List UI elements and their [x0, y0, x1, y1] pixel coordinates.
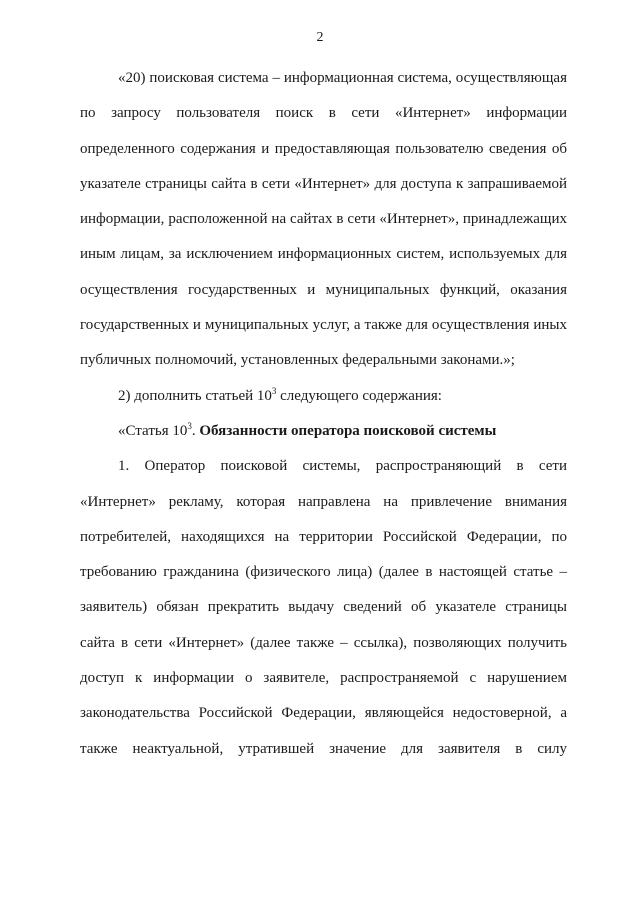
page-number: 2 — [316, 30, 324, 45]
amendment-superscript: 3 — [271, 385, 277, 396]
article-title: Обязанности оператора поисковой системы — [199, 422, 497, 439]
amendment-text-end: следующего содержания: — [276, 387, 442, 404]
article-heading — [80, 414, 567, 449]
article-superscript: 3 — [187, 420, 192, 431]
article-prefix: «Статья 10 — [118, 422, 188, 439]
definition-paragraph: «20) поисковая система – информационная система, осуществляющая по запросу пользователя поиск в сети «Интернет» информации определенного содержания и предоставляющая пользователю сведения об указателе страницы сайта в сети «Интернет» для доступа к запрашиваемой информации, расположенной на сайтах в сети «Интернет», принадлежащих иным лицам, за исключением информационных систем, используемых для осуществления государственных и муниципальных функций, оказания государственных и муниципальных услуг, а также для осуществления иных публичных полномочий, установленных федеральными законами.»; — [80, 70, 567, 369]
document-body — [80, 61, 567, 767]
article-paragraph-1: 1. Оператор поисковой системы, распространяющий в сети «Интернет» рекламу, которая направлена на привлечение внимания потребителей, находящихся на территории Российской Федерации, по требованию гражданина (физического лица) (далее в настоящей статье – заявитель) обязан прекратить выдачу сведений об указателе страницы сайта в сети «Интернет» (далее также – ссылка), позволяющих получить доступ к информации о заявителе, распространяемой с нарушением законодательства Российской Федерации, являющейся недостоверной, а также неактуальной, утратившей значение для заявителя в силу — [80, 458, 567, 757]
article-dot: . — [191, 422, 200, 439]
amendment-text: 2) дополнить статьей 10 — [118, 387, 272, 404]
amendment-paragraph — [80, 379, 567, 414]
